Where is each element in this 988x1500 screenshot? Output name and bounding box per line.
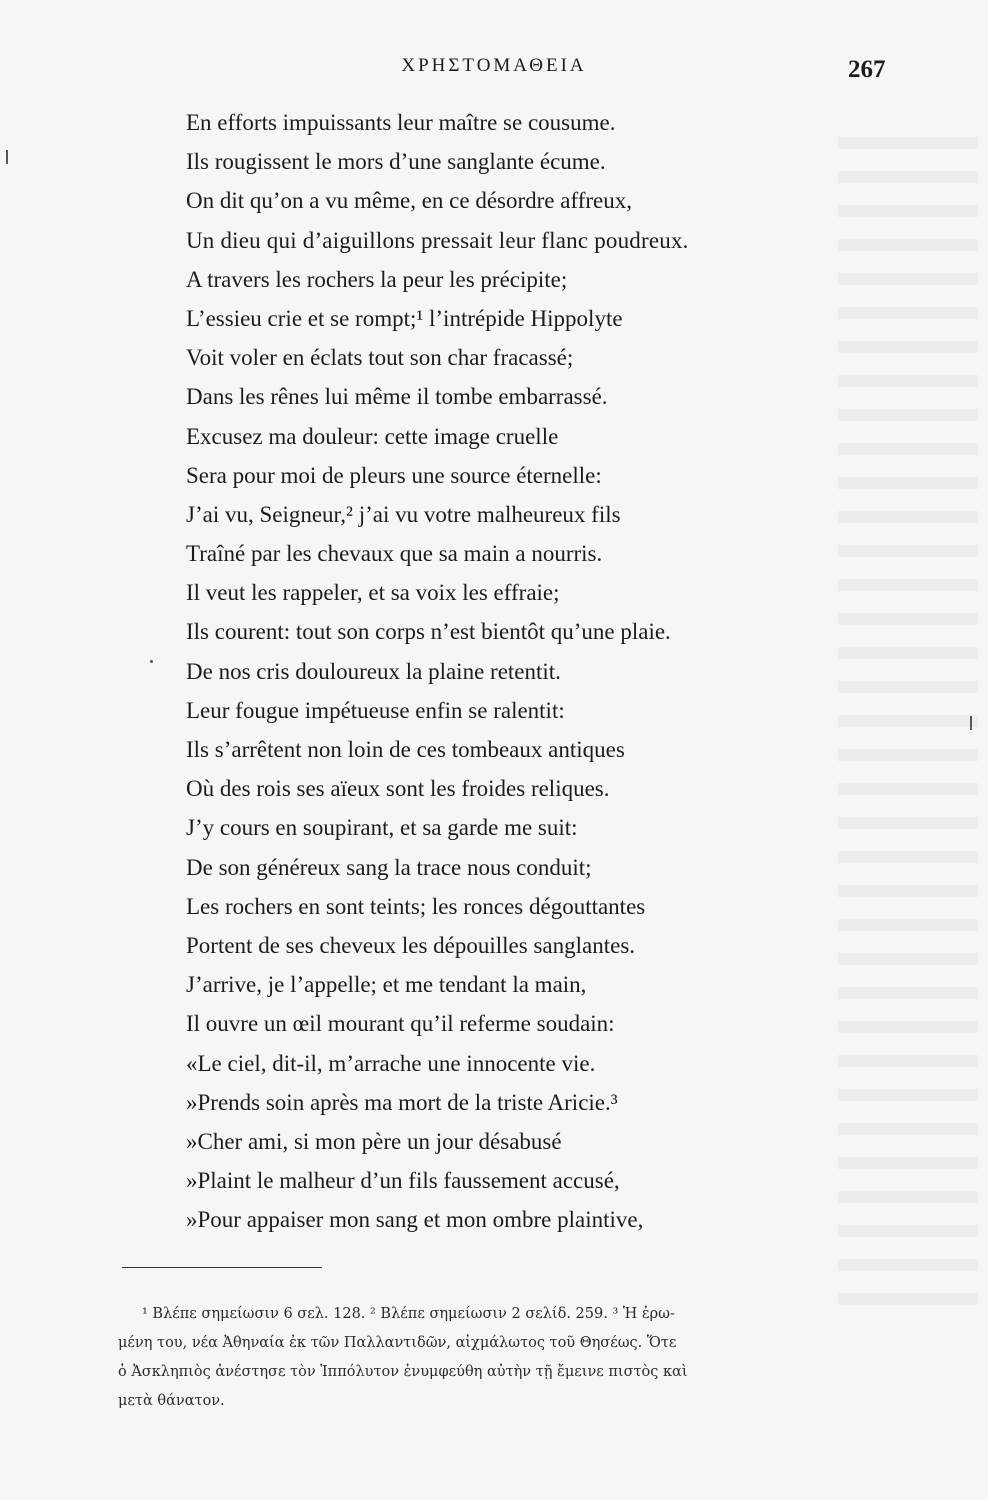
verse-line: Ils rougissent le mors d’une sanglante écume. — [186, 149, 606, 175]
footnote-line: ὁ Ἀσκληπιὸς ἀνέστησε τὸν Ἱππόλυτον ἐνυμφεύθη αὐτὴν τῇ ἔμεινε πιστὸς καὶ — [118, 1364, 688, 1380]
verse-line: »Cher ami, si mon père un jour désabusé — [186, 1128, 562, 1154]
verse-line: J’arrive, je l’appelle; et me tendant la main, — [186, 972, 587, 998]
poem-text — [186, 103, 826, 1239]
verse-line: Dans les rênes lui même il tombe embarrassé. — [186, 384, 608, 410]
footnotes — [118, 1300, 893, 1416]
verse-line: Un dieu qui d’aiguillons pressait leur flanc poudreux. — [186, 227, 689, 253]
verse-line: Les rochers en sont teints; les ronces dégouttantes — [186, 893, 646, 919]
verse-line: J’ai vu, Seigneur,² j’ai vu votre malheureux fils — [186, 501, 621, 527]
page-number: 267 — [848, 56, 886, 83]
verse-line: On dit qu’on a vu même, en ce désordre affreux, — [186, 188, 632, 214]
verse-line: De nos cris douloureux la plaine retentit. — [186, 658, 561, 684]
footnote-line: μένη του, νέα Ἀθηναία ἐκ τῶν Παλλαντιδῶν, αἰχμάλωτος τοῦ Θησέως. Ὅτε — [118, 1335, 677, 1351]
verse-line: De son généreux sang la trace nous conduit; — [186, 854, 592, 880]
margin-speck — [6, 150, 8, 164]
verse-line: Traîné par les chevaux que sa main a nourris. — [186, 541, 603, 567]
footnote-separator-rule — [122, 1267, 322, 1268]
verse-line: Ils courent: tout son corps n’est bientôt qu’une plaie. — [186, 619, 671, 645]
verse-line: A travers les rochers la peur les précipite; — [186, 266, 568, 292]
verse-line: Il ouvre un œil mourant qu’il referme soudain: — [186, 1011, 615, 1037]
verse-line: Voit voler en éclats tout son char fracassé; — [186, 345, 574, 371]
footnote-line: ¹ Βλέπε σημείωσιν 6 σελ. 128. ² Βλέπε σημείωσιν 2 σελίδ. 259. ³ Ἡ ἐρω- — [142, 1306, 675, 1322]
bleed-through-texture — [838, 115, 978, 1315]
verse-line: Portent de ses cheveux les dépouilles sanglantes. — [186, 932, 636, 958]
verse-line: Sera pour moi de pleurs une source éternelle: — [186, 462, 602, 488]
verse-line: «Le ciel, dit-il, m’arrache une innocente vie. — [186, 1050, 596, 1076]
verse-line: »Prends soin après ma mort de la triste Aricie.³ — [186, 1089, 618, 1115]
verse-line: »Pour appaiser mon sang et mon ombre plaintive, — [186, 1207, 644, 1233]
footnote-line: μετὰ θάνατον. — [118, 1393, 225, 1409]
verse-line: Excusez ma douleur: cette image cruelle — [186, 423, 559, 449]
verse-line: Ils s’arrêtent non loin de ces tombeaux antiques — [186, 737, 625, 762]
verse-line: Où des rois ses aïeux sont les froides reliques. — [186, 776, 610, 802]
margin-speck — [150, 660, 153, 663]
verse-line: »Plaint le malheur d’un fils faussement accusé, — [186, 1168, 620, 1194]
verse-line: En efforts impuissants leur maître se cousume. — [186, 110, 616, 135]
margin-speck — [970, 716, 972, 730]
verse-line: L’essieu crie et se rompt;¹ l’intrépide Hippolyte — [186, 305, 623, 331]
running-header-title: ΧΡΗΣΤΟΜΑΘΕΙΑ — [401, 55, 587, 76]
verse-line: J’y cours en soupirant, et sa garde me suit: — [186, 815, 578, 841]
verse-line: Leur fougue impétueuse enfin se ralentit: — [186, 697, 565, 723]
verse-line: Il veut les rappeler, et sa voix les effraie; — [186, 580, 560, 606]
